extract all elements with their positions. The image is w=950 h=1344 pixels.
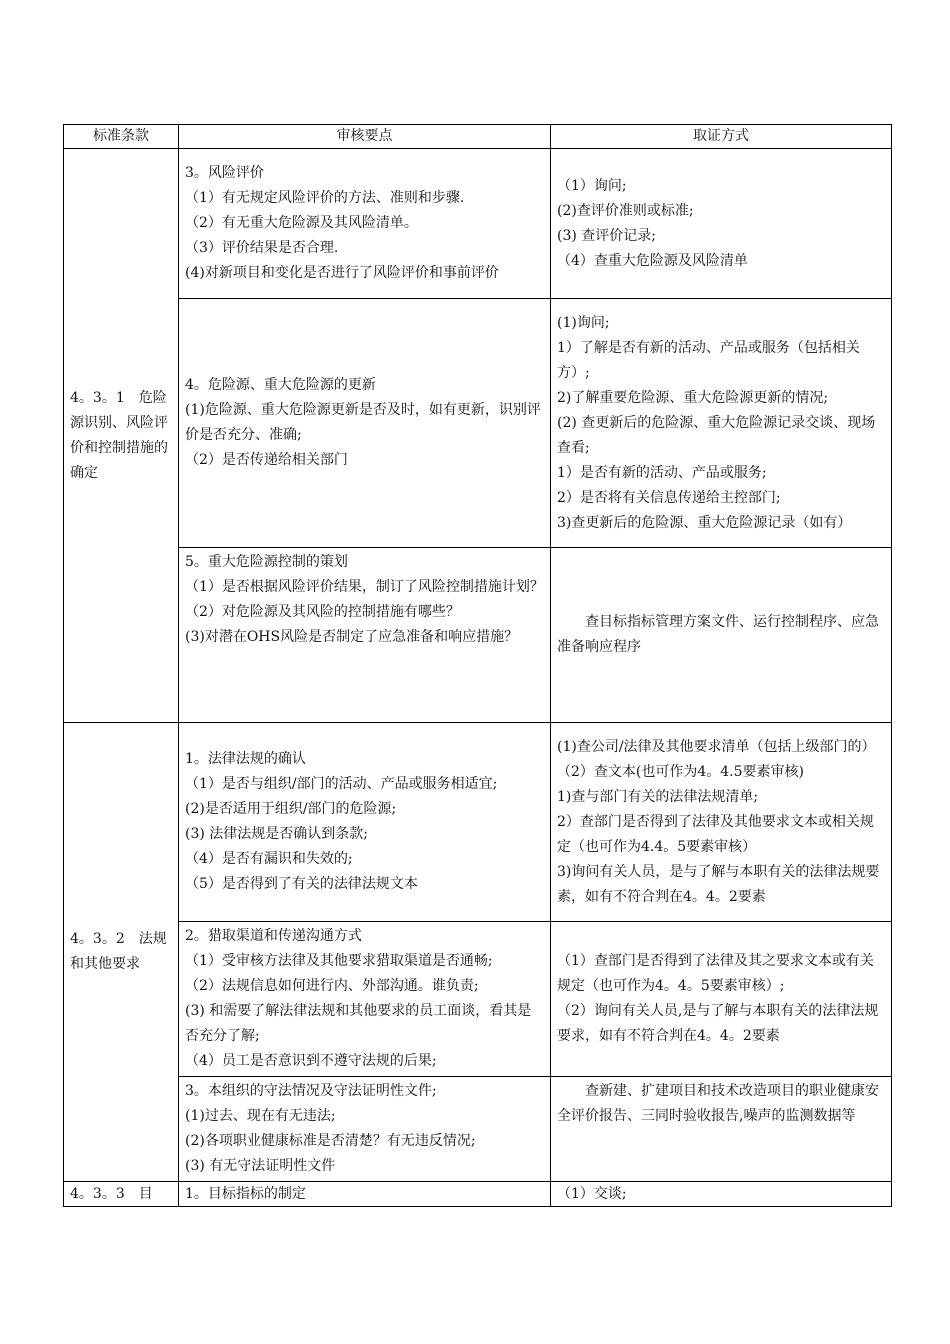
- evidence-cell: [551, 723, 892, 922]
- table-row: [64, 548, 892, 723]
- list-item: 3)询问有关人员，是与了解与本职有关的法律法规要素，如有不符合判在4。4。2要素: [557, 863, 880, 905]
- list-item: 1。法律法规的确认: [185, 751, 306, 767]
- list-item: （1）询问;: [557, 177, 627, 194]
- list-item: 2）查部门是否得到了法律及其他要求文本或相关规定（也可作为4.4。5要素审核）: [557, 813, 874, 855]
- list-item: （3）评价结果是否合理.: [185, 240, 339, 256]
- clause-cell: 4。3。2 法规和其他要求: [64, 723, 179, 1182]
- list-item: (4)对新项目和变化是否进行了风险评价和事前评价: [185, 265, 499, 281]
- list-item: 5。重大危险源控制的策划: [185, 554, 348, 570]
- list-item: （1）查部门是否得到了法律及其之要求文本或有关规定（也可作为4。4。5要素审核）;: [557, 953, 874, 994]
- evidence-cell: [551, 299, 892, 548]
- list-item: （2）查文本(也可作为4。4.5要素审核): [557, 763, 805, 780]
- list-item: (1)查公司/法律及其他要求清单（包括上级部门的）: [557, 738, 876, 755]
- evidence-cell: [551, 1182, 892, 1207]
- list-item: 3。风险评价: [185, 165, 264, 181]
- table-row: [64, 1182, 892, 1207]
- table-header-row: [64, 125, 892, 149]
- evidence-paragraph: 查目标指标管理方案文件、运行控制程序、应急准备响应程序: [557, 614, 879, 655]
- audit-table: [63, 124, 892, 1207]
- table-row: [64, 922, 892, 1077]
- list-item: (2) 查更新后的危险源、重大危险源记录交谈、现场查看;: [557, 414, 876, 456]
- audit-points-cell: [179, 149, 551, 299]
- table-row: [64, 149, 892, 299]
- table-row: [64, 723, 892, 922]
- evidence-cell: [551, 149, 892, 299]
- list-item: （1）是否与组织/部门的活动、产品或服务相适宜;: [185, 776, 498, 792]
- list-item: 1）了解是否有新的活动、产品或服务（包括相关方）;: [557, 339, 860, 381]
- audit-points-cell: [179, 922, 551, 1077]
- list-item: 1)查与部门有关的法律法规清单;: [557, 788, 759, 805]
- list-item: 3。本组织的守法情况及守法证明性文件;: [185, 1083, 437, 1099]
- list-item: 2。猎取渠道和传递沟通方式: [185, 928, 362, 944]
- list-item: （2）是否传递给相关部门: [185, 452, 348, 468]
- evidence-cell: [551, 922, 892, 1077]
- list-item: （1）是否根据风险评价结果，制订了风险控制措施计划？: [185, 579, 544, 595]
- list-item: (1)危险源、重大危险源更新是否及时，如有更新，识别评价是否充分、准确;: [185, 402, 541, 443]
- clause-cell: 4。3。1 危险源识别、风险评价和控制措施的确定: [64, 149, 179, 723]
- header-evidence: 取证方式: [551, 125, 892, 149]
- evidence-cell: [551, 548, 892, 723]
- list-item: （1）有无规定风险评价的方法、准则和步骤.: [185, 190, 465, 206]
- evidence-paragraph: 查新建、扩建项目和技术改造项目的职业健康安全评价报告、三同时验收报告,噪声的监测数据等: [557, 1083, 879, 1124]
- list-item: (3)对潜在OHS风险是否制定了应急准备和响应措施？: [185, 629, 519, 645]
- list-item: 1。目标指标的制定: [185, 1186, 306, 1202]
- list-item: 2)了解重要危险源、重大危险源更新的情况;: [557, 389, 829, 406]
- list-item: (2)查评价准则或标准;: [557, 202, 694, 219]
- list-item: 4。危险源、重大危险源的更新: [185, 377, 376, 393]
- list-item: 3)查更新后的危险源、重大危险源记录（如有）: [557, 514, 852, 531]
- list-item: (1)过去、现在有无违法;: [185, 1108, 336, 1124]
- evidence-cell: [551, 1077, 892, 1182]
- header-clause: 标准条款: [64, 125, 179, 149]
- table-row: [64, 1077, 892, 1182]
- list-item: (3) 和需要了解法律法规和其他要求的员工面谈，看其是否充分了解;: [185, 1003, 532, 1044]
- list-item: （1）受审核方法律及其他要求猎取渠道是否通畅;: [185, 953, 493, 969]
- list-item: (3) 法律法规是否确认到条款;: [185, 826, 368, 842]
- list-item: (3) 查评价记录;: [557, 227, 656, 244]
- list-item: （4）查重大危险源及风险清单: [557, 252, 748, 269]
- list-item: (1)询问;: [557, 314, 610, 331]
- table-row: [64, 299, 892, 548]
- list-item: （5）是否得到了有关的法律法规文本: [185, 876, 418, 892]
- audit-points-cell: [179, 548, 551, 723]
- list-item: （4）是否有漏识和失效的;: [185, 851, 353, 867]
- clause-cell: 4。3。3 目: [64, 1182, 179, 1207]
- list-item: （2）询问有关人员,是与了解与本职有关的法律法规要求，如有不符合判在4。4。2要素: [557, 1003, 879, 1044]
- list-item: (2)各项职业健康标准是否清楚？有无违反情况;: [185, 1133, 476, 1149]
- list-item: （2）对危险源及其风险的控制措施有哪些？: [185, 604, 460, 620]
- header-audit-points: 审核要点: [179, 125, 551, 149]
- audit-points-cell: [179, 723, 551, 922]
- list-item: （2）有无重大危险源及其风险清单。: [185, 215, 418, 231]
- list-item: 1）是否有新的活动、产品或服务;: [557, 464, 767, 481]
- list-item: (2)是否适用于组织/部门的危险源;: [185, 801, 397, 817]
- audit-points-cell: [179, 1182, 551, 1207]
- list-item: （4）员工是否意识到不遵守法规的后果;: [185, 1053, 437, 1069]
- audit-points-cell: [179, 1077, 551, 1182]
- list-item: (3) 有无守法证明性文件: [185, 1158, 336, 1174]
- list-item: （1）交谈;: [557, 1186, 627, 1202]
- audit-points-cell: [179, 299, 551, 548]
- list-item: （2）法规信息如何进行内、外部沟通。谁负责;: [185, 978, 479, 994]
- list-item: 2）是否将有关信息传递给主控部门;: [557, 489, 781, 506]
